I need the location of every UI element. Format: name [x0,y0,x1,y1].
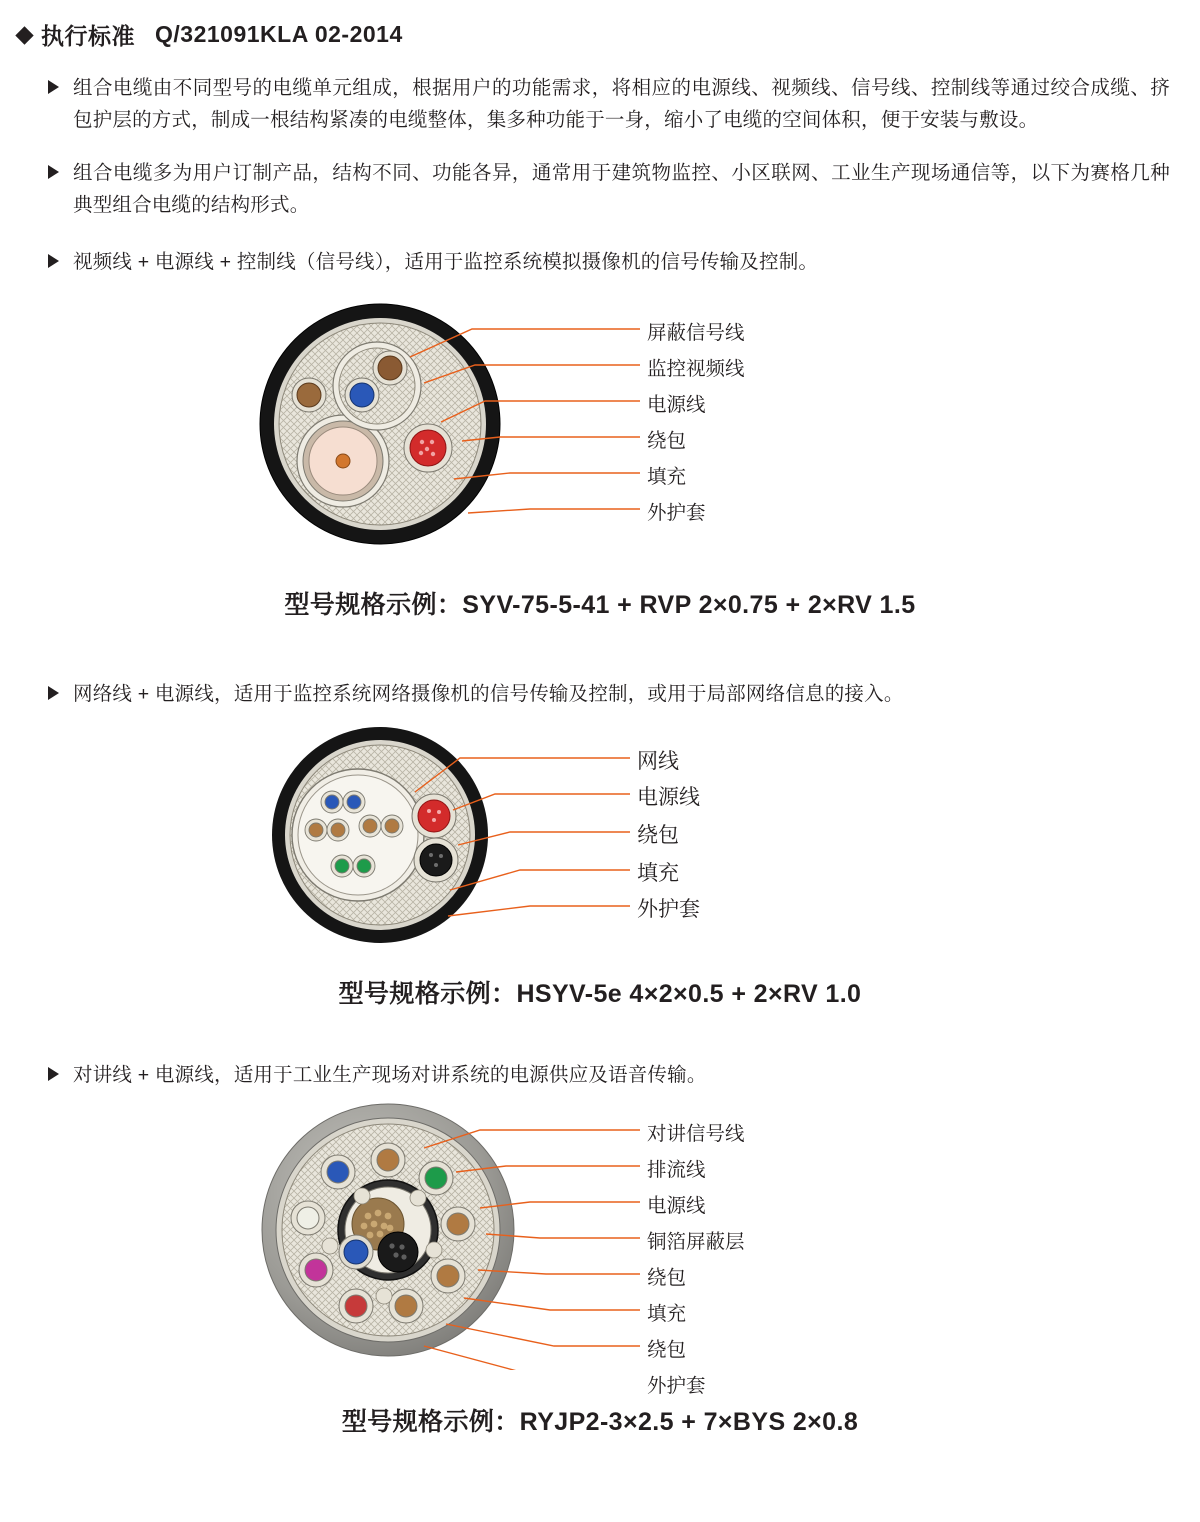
standard-header [0,0,1200,51]
figure-label: 绕包 [637,823,679,848]
figure-label: 外护套 [637,897,700,922]
model-spec-value: RYJP2-3×2.5 + 7×BYS 2×0.8 [519,1408,859,1437]
triangle-bullet-icon [48,254,59,268]
bullet-text: 对讲线 + 电源线，适用于工业生产现场对讲系统的电源供应及语音传输。 [73,1064,707,1087]
figure-label: 监控视频线 [647,357,745,380]
figure-label: 填充 [647,1303,687,1326]
model-spec-value: HSYV-5e 4×2×0.5 + 2×RV 1.0 [516,980,862,1009]
figure-label: 绕包 [647,1339,687,1362]
triangle-bullet-icon [48,165,59,179]
figure-label: 对讲信号线 [647,1123,745,1146]
cable-cross-section-3 [210,1100,990,1370]
figure-label: 铜箔屏蔽层 [647,1231,745,1254]
figure-label: 排流线 [647,1159,706,1182]
model-spec-value: SYV-75-5-41 + RVP 2×0.75 + 2×RV 1.5 [462,590,916,619]
figure-label: 外护套 [647,501,706,524]
cable-cross-section-1 [210,291,990,571]
figure-label: 电源线 [637,785,700,810]
bullet-item [0,247,1200,279]
figure-label: 填充 [647,465,687,488]
figure-label: 填充 [637,861,679,886]
bullet-item [0,73,1200,136]
bullet-text: 网络线 + 电源线，适用于监控系统网络摄像机的信号传输及控制，或用于局部网络信息的接入。 [73,682,904,705]
model-spec-label: 型号规格示例： [341,1408,520,1437]
model-spec-line-2 [0,974,1200,1010]
model-spec-line-1 [0,585,1200,621]
triangle-bullet-icon [48,80,59,94]
bullet-item [0,1060,1200,1092]
model-spec-line-3 [0,1402,1200,1438]
figure-network-power [0,720,1200,1010]
page-title: 执行标准 [41,23,135,49]
figure-label: 外护套 [647,1375,706,1398]
figure-label: 绕包 [647,1267,687,1290]
figure-label: 电源线 [647,393,706,416]
cable-cross-section-2 [210,720,990,960]
figure-label: 电源线 [647,1195,706,1218]
figure-intercom-power [0,1100,1200,1438]
triangle-bullet-icon [48,686,59,700]
model-spec-label: 型号规格示例： [338,980,517,1009]
model-spec-label: 型号规格示例： [284,590,463,619]
figure-label: 屏蔽信号线 [647,321,745,344]
diamond-icon [15,26,33,44]
bullet-item [0,679,1200,711]
bullet-text: 组合电缆多为用户订制产品，结构不同、功能各异，通常用于建筑物监控、小区联网、工业生产现场通信等，以下为赛格几种典型组合电缆的结构形式。 [73,162,1170,216]
figure-label: 网线 [637,749,679,774]
bullet-text: 视频线 + 电源线 + 控制线（信号线），适用于监控系统模拟摄像机的信号传输及控制。 [73,251,819,274]
triangle-bullet-icon [48,1067,59,1081]
standard-code: Q/321091KLA 02-2014 [155,21,403,47]
bullet-item [0,158,1200,221]
figure-label: 绕包 [647,429,687,452]
bullet-text: 组合电缆由不同型号的电缆单元组成，根据用户的功能需求，将相应的电源线、视频线、信号线、控制线等通过绞合成缆、挤包护层的方式，制成一根结构紧凑的电缆整体，集多种功能于一身，缩小了电缆的空间体积，便于安装与敷设。 [73,77,1170,131]
figure-video-power-control [0,291,1200,621]
